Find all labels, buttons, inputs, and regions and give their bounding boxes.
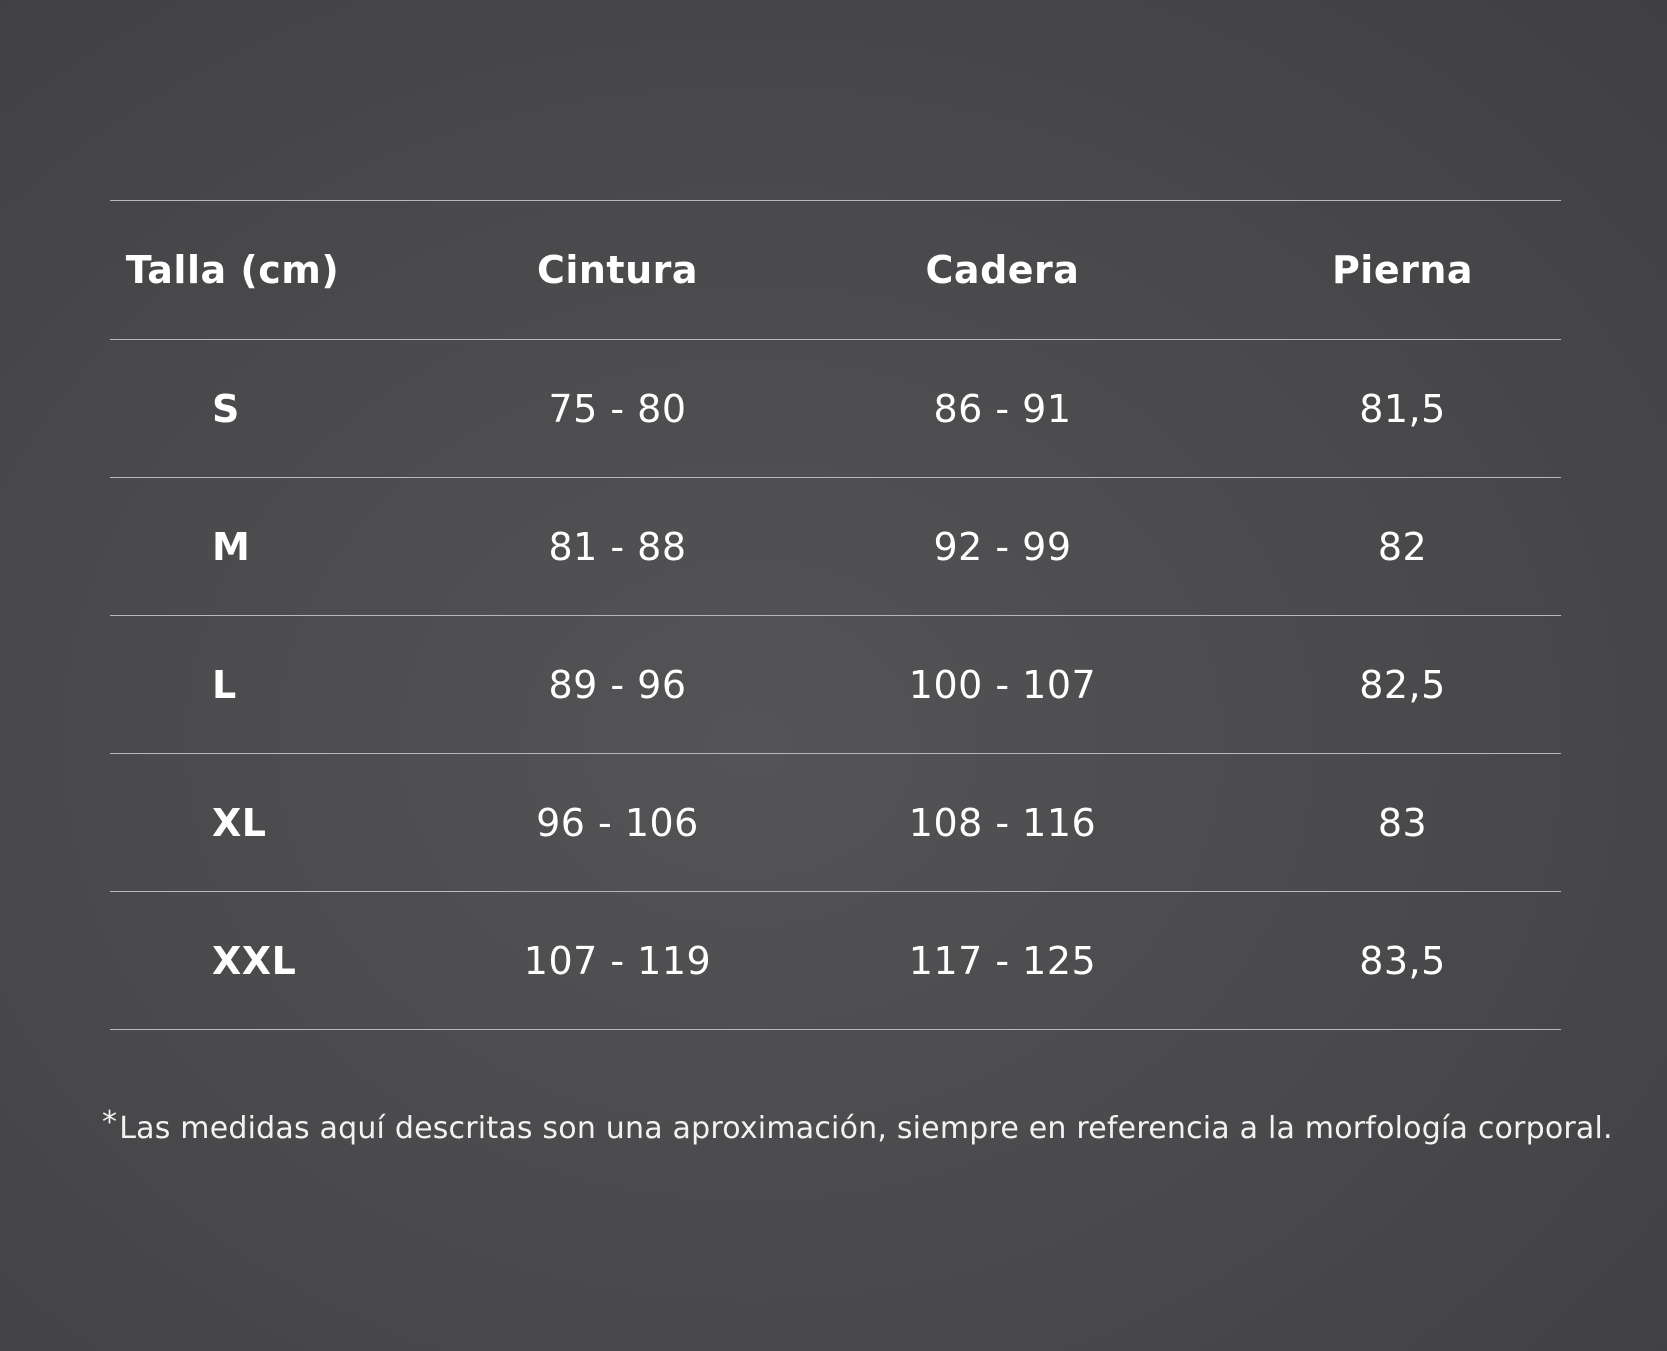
leg-value: 82 (1377, 524, 1428, 569)
table-header-row (110, 200, 1561, 339)
leg-value: 81,5 (1359, 386, 1446, 431)
waist-value: 81 - 88 (548, 524, 687, 569)
table-row (110, 753, 1561, 891)
header-hip: Cadera (925, 248, 1080, 292)
leg-value: 82,5 (1359, 662, 1446, 707)
waist-value: 89 - 96 (548, 662, 687, 707)
hip-value: 92 - 99 (933, 524, 1072, 569)
size-chart-table (110, 200, 1561, 1030)
table-row (110, 477, 1561, 615)
size-label: XL (212, 800, 267, 845)
footnote-text: Las medidas aquí descritas son una aproximación, siempre en referencia a la morfología corporal. (119, 1111, 1613, 1146)
waist-value: 107 - 119 (523, 938, 712, 983)
size-label: S (212, 386, 240, 431)
waist-value: 75 - 80 (548, 386, 687, 431)
size-label: M (212, 524, 251, 569)
hip-value: 86 - 91 (933, 386, 1072, 431)
leg-value: 83,5 (1359, 938, 1446, 983)
disclaimer-footnote (102, 1105, 1613, 1146)
hip-value: 117 - 125 (908, 938, 1097, 983)
size-label: L (212, 662, 237, 707)
hip-value: 100 - 107 (908, 662, 1097, 707)
hip-value: 108 - 116 (908, 800, 1097, 845)
table-row (110, 891, 1561, 1030)
header-leg: Pierna (1331, 248, 1474, 292)
table-row (110, 339, 1561, 477)
size-label: XXL (212, 938, 297, 983)
footnote-marker: * (102, 1105, 118, 1140)
waist-value: 96 - 106 (536, 800, 699, 845)
header-size: Talla (cm) (125, 248, 340, 292)
header-waist: Cintura (536, 248, 699, 292)
table-row (110, 615, 1561, 753)
leg-value: 83 (1377, 800, 1428, 845)
